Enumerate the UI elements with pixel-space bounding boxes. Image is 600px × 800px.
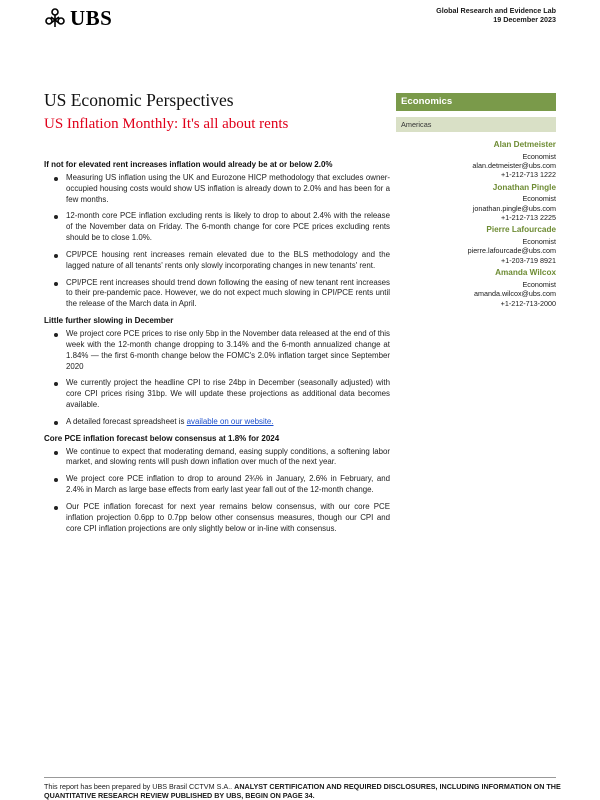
bullet-icon (54, 282, 58, 286)
brand-name: UBS (70, 5, 113, 30)
region-badge: Americas (396, 117, 556, 132)
bullet-list (44, 173, 390, 310)
contact-phone: +1-203-719 8921 (501, 255, 556, 265)
category-badge: Economics (396, 93, 556, 111)
bullet-text: 12-month core PCE inflation excluding rents is likely to drop to about 2.4% with the release of the November data on Friday. The 6-month change for core PCE prices excluding rents should be to close 1.0%. (66, 211, 390, 243)
contact-card (406, 225, 556, 265)
list-item (44, 378, 390, 410)
contact-phone: +1-212-713 1222 (501, 170, 556, 180)
bullet-list (44, 447, 390, 535)
contact-name: Amanda Wilcox (495, 268, 556, 278)
list-item (44, 173, 390, 205)
bullet-icon (54, 478, 58, 482)
list-item (44, 502, 390, 534)
contact-phone: +1-212-713 2225 (501, 213, 556, 223)
contact-email[interactable]: pierre.lafourcade@ubs.com (467, 246, 556, 256)
bullet-icon (54, 506, 58, 510)
keys-icon (44, 7, 66, 29)
footer-divider (44, 777, 556, 778)
contact-email[interactable]: jonathan.pingle@ubs.com (472, 203, 556, 213)
analyst-contacts (406, 140, 556, 311)
bullet-icon (54, 382, 58, 386)
list-item (44, 211, 390, 243)
footer-prefix: This report has been prepared by UBS Brasil CCTVM S.A.. (44, 782, 233, 791)
bullet-text: We project core PCE prices to rise only 5bp in the November data released at the end of this week with the 12-month change dropping to 3.14% and the 6-month annualized change at 1.84% — the first 6-month change below the FOMC's 2.0% inflation target since September 2020 (66, 329, 390, 371)
report-body (44, 160, 390, 540)
report-subtitle: US Inflation Monthly: It's all about rents (44, 116, 289, 132)
list-item (44, 250, 390, 272)
bullet-text: CPI/PCE rent increases should trend down following the easing of new tenant rent increases to their pre-pandemic pace. However, we do not expect much slowing in CPI/PCE rents until the release of the March data in April. (66, 277, 390, 309)
bullet-text: We project core PCE inflation to drop to around 2¾% in January, 2.6% in February, and 2.4% in March as large base effects from early last year fall out of the 12-month change. (66, 474, 390, 495)
contact-card (406, 140, 556, 180)
bullet-icon (54, 254, 58, 258)
bullet-text: CPI/PCE housing rent increases remain elevated due to the BLS methodology and the lagged nature of all tenants' rents only slowly incorporating changes in new tenants' rent. (66, 249, 390, 270)
contact-role: Economist (522, 237, 556, 247)
section-heading: Core PCE inflation forecast below consensus at 1.8% for 2024 (44, 433, 280, 443)
bullet-icon (54, 215, 58, 219)
report-title: US Economic Perspectives (44, 90, 234, 110)
contact-role: Economist (522, 194, 556, 204)
contact-email[interactable]: alan.detmeister@ubs.com (472, 161, 556, 171)
contact-name: Alan Detmeister (493, 140, 556, 149)
section-heading: If not for elevated rent increases inflation would already be at or below 2.0% (44, 160, 333, 169)
report-meta (436, 6, 556, 25)
contact-role: Economist (522, 151, 556, 161)
bullet-text: Measuring US inflation using the UK and Eurozone HICP methodology that excludes owner-occupied housing costs would show US inflation is already down to 2.0% and has been for a few months. (66, 172, 390, 204)
bullet-icon (54, 177, 58, 181)
bullet-icon (54, 451, 58, 455)
list-item (44, 447, 390, 469)
contact-phone: +1-212-713-2000 (500, 298, 556, 308)
contact-role: Economist (522, 279, 556, 289)
contact-email[interactable]: amanda.wilcox@ubs.com (474, 289, 556, 299)
bullet-icon (54, 421, 58, 425)
list-item (44, 329, 390, 372)
forecast-spreadsheet-link[interactable]: available on our website. (186, 416, 274, 426)
contact-card (406, 268, 556, 308)
disclosure-footer (44, 783, 564, 800)
ubs-logo (44, 6, 112, 30)
bullet-text: A detailed forecast spreadsheet is (66, 416, 187, 426)
contact-name: Pierre Lafourcade (486, 225, 556, 235)
list-item (44, 474, 390, 496)
bullet-list (44, 329, 390, 428)
bullet-icon (54, 333, 58, 337)
contact-card (406, 183, 556, 223)
report-date: 19 December 2023 (493, 15, 556, 25)
contact-name: Jonathan Pingle (492, 182, 556, 192)
section-heading: Little further slowing in December (44, 316, 174, 326)
list-item (44, 278, 390, 310)
bullet-text: We currently project the headline CPI to rise 24bp in December (seasonally adjusted) with core CPI prices rising 31bp. We will update these projections as additional data becomes available. (66, 378, 390, 409)
bullet-text: We continue to expect that moderating demand, easing supply conditions, a softening labor market, and slowing rents will push down inflation over much of the next year. (66, 446, 390, 467)
division-label: Global Research and Evidence Lab (436, 6, 556, 15)
list-item (44, 417, 390, 428)
footer-disclosure: ANALYST CERTIFICATION AND REQUIRED DISCLOSURES, INCLUDING INFORMATION ON THE QUANTITATIVE RESEARCH REVIEW PUBLISHED BY UBS, BEGIN ON PAGE 34. (44, 782, 561, 800)
bullet-text: Our PCE inflation forecast for next year remains below consensus, with our core PCE inflation projection 0.6pp to 0.7pp below other consensus measures, though our CPI and core CPI inflation projections are only slightly below or in-line with consensus. (66, 501, 390, 533)
